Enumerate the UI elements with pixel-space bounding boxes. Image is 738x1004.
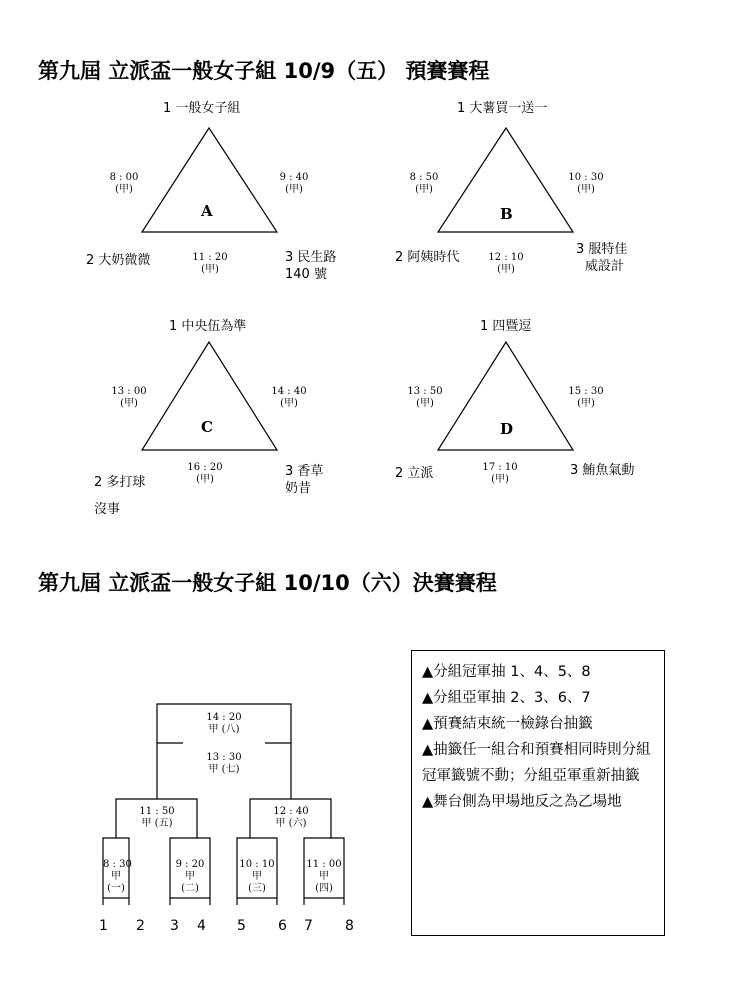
quarterfinal-4: 11 : 00 甲 (四)	[306, 859, 342, 894]
group-b-letter: B	[500, 205, 513, 223]
group-d-left-time: 13 : 50 (甲)	[407, 386, 443, 409]
group-d-right-time: 15 : 30 (甲)	[568, 386, 604, 409]
seed-2: 2	[136, 918, 145, 934]
group-a-top-team: 1 一般女子組	[163, 101, 241, 116]
rule-item: ▲分組亞軍抽 2、3、6、7	[422, 690, 591, 706]
group-a-letter: A	[201, 202, 213, 220]
group-b-right-time: 10 : 30 (甲)	[568, 172, 604, 195]
group-d-letter: D	[500, 420, 514, 438]
semifinal-1: 11 : 50 甲 (五)	[139, 806, 175, 829]
prelim-title: 第九屆 立派盃一般女子組 10/9（五） 預賽賽程	[38, 59, 490, 83]
group-b-bottom-time: 12 : 10 (甲)	[488, 252, 524, 275]
quarterfinal-3: 10 : 10 甲 (三)	[239, 859, 275, 894]
rule-item: ▲分組冠軍抽 1、4、5、8	[422, 664, 591, 680]
group-c-top-team: 1 中央伍為準	[169, 319, 247, 334]
seed-4: 4	[197, 918, 206, 934]
seed-1: 1	[99, 918, 108, 934]
group-d-left-team: 2 立派	[395, 466, 434, 481]
group-c-bottom-time: 16 : 20 (甲)	[187, 462, 223, 485]
third-place-match: 13 : 30 甲 (七)	[206, 752, 242, 775]
group-b-left-team: 2 阿姨時代	[395, 250, 460, 265]
final-match: 14 : 20 甲 (八)	[206, 712, 242, 735]
rule-item: ▲預賽結束統一檢錄台抽籤	[422, 716, 593, 732]
group-d-top-team: 1 四暨逗	[480, 319, 532, 334]
group-a-left-time: 8 : 00 (甲)	[109, 172, 139, 195]
group-c-right-time: 14 : 40 (甲)	[271, 386, 307, 409]
group-b-left-time: 8 : 50 (甲)	[409, 172, 439, 195]
rule-item: ▲舞台側為甲場地反之為乙場地	[422, 794, 622, 810]
group-a-right-team: 3 民生路 140 號	[285, 250, 337, 282]
seed-7: 7	[304, 918, 313, 934]
quarterfinal-1: 8 : 30 甲 (一)	[103, 859, 132, 894]
group-d-right-team: 3 鮪魚氣動	[570, 463, 635, 478]
group-c-left-time: 13 : 00 (甲)	[111, 386, 147, 409]
rule-item: ▲抽籤任一組合和預賽相同時則分組冠軍籤號不動；分組亞軍重新抽籤	[422, 742, 651, 784]
seed-8: 8	[345, 918, 354, 934]
semifinal-2: 12 : 40 甲 (六)	[273, 806, 309, 829]
final-title: 第九屆 立派盃一般女子組 10/10（六）決賽賽程	[38, 571, 497, 595]
seed-5: 5	[237, 918, 246, 934]
quarterfinal-2: 9 : 20 甲 (二)	[175, 859, 205, 894]
group-c-left-team: 2 多打球 沒事	[94, 475, 146, 517]
group-a-bottom-time: 11 : 20 (甲)	[192, 252, 228, 275]
group-b-right-team: 3 服特佳 威設計	[576, 242, 628, 274]
group-a-right-time: 9 : 40 (甲)	[279, 172, 309, 195]
seed-6: 6	[278, 918, 287, 934]
seed-3: 3	[170, 918, 179, 934]
group-d-bottom-time: 17 : 10 (甲)	[482, 462, 518, 485]
rules-box	[411, 650, 665, 936]
group-c-right-team: 3 香草 奶昔	[285, 464, 324, 496]
group-a-left-team: 2 大奶微微	[86, 253, 151, 268]
group-b-top-team: 1 大薯買一送一	[457, 101, 548, 116]
group-c-letter: C	[201, 418, 213, 436]
